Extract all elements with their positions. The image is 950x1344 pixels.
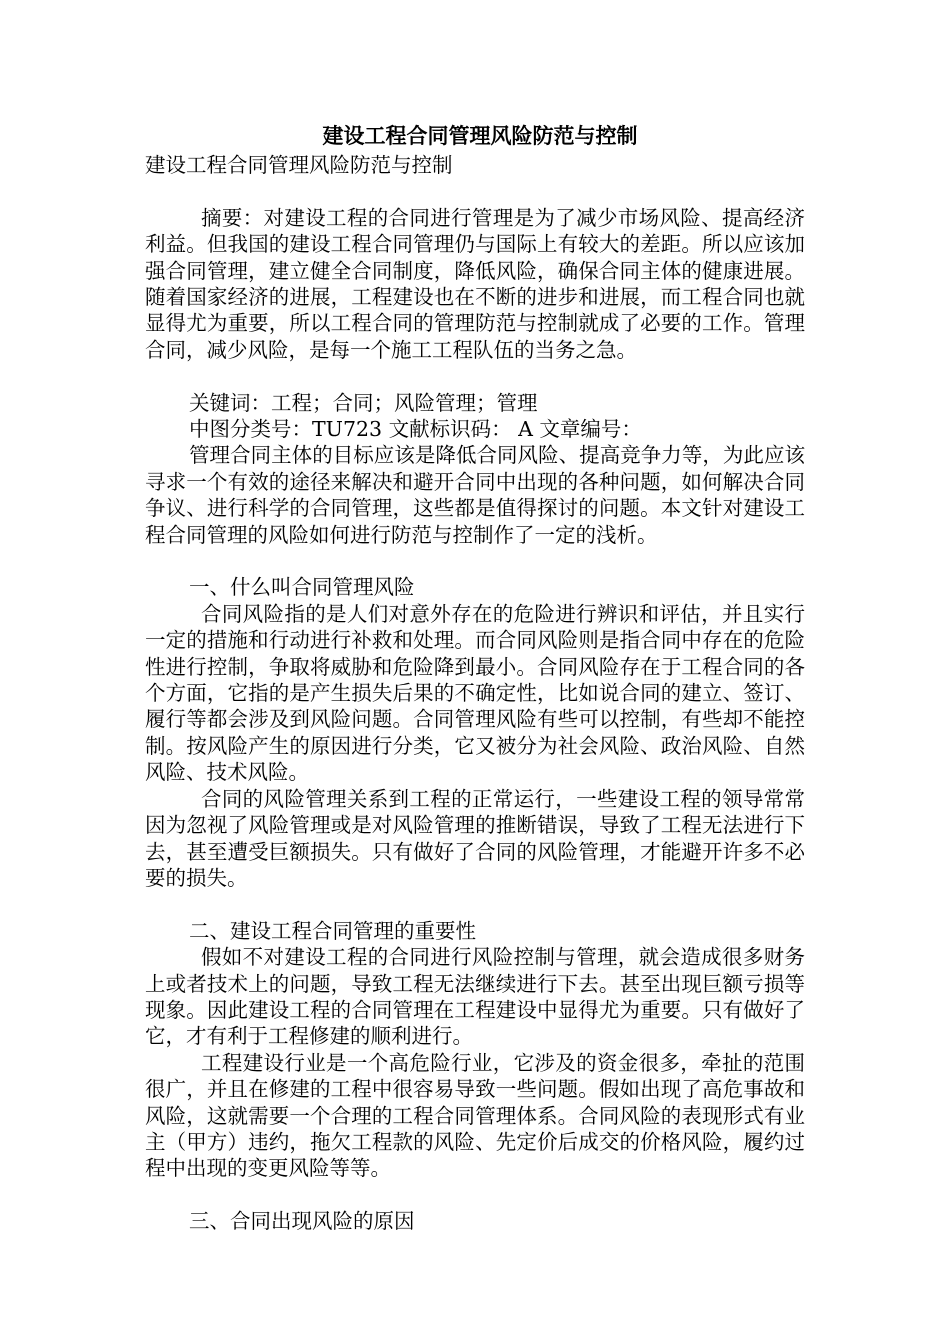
classification-line: 中图分类号：TU723 文献标识码： A 文章编号： [189,417,642,442]
section-heading-1: 一、什么叫合同管理风险 [189,575,415,600]
intro-paragraph: 管理合同主体的目标应该是降低合同风险、提高竞争力等，为此应该寻求一个有效的途径来解决和避开合同中出现的各种问题，如何解决合同争议、进行科学的合同管理，这些都是值得探讨的问题。本文针对建设工程合同管理的风险如何进行防范与控制作了一定的浅析。 [145,443,805,547]
document-body [145,121,805,1235]
document-subtitle: 建设工程合同管理风险防范与控制 [145,153,453,177]
blank-line [145,548,805,574]
keywords-line: 关键词：工程；合同；风险管理；管理 [189,390,538,415]
document-title: 建设工程合同管理风险防范与控制 [322,124,638,148]
abstract-paragraph: 摘要：对建设工程的合同进行管理是为了减少市场风险、提高经济利益。但我国的建设工程合同管理仍与国际上有较大的差距。所以应该加强合同管理，建立健全合同制度，降低风险，确保合同主体的健康进展。随着国家经济的进展，工程建设也在不断的进步和进展，而工程合同也就显得尤为重要，所以工程合同的管理防范与控制就成了必要的工作。管理合同，减少风险，是每一个施工工程队伍的当务之急。 [145,205,805,362]
blank-line [145,1182,805,1208]
section-heading-3: 三、合同出现风险的原因 [189,1209,415,1234]
section-heading-2: 二、建设工程合同管理的重要性 [189,918,476,943]
section2-paragraph-2: 工程建设行业是一个高危险行业，它涉及的资金很多，牵扯的范围很广，并且在修建的工程中很容易导致一些问题。假如出现了高危事故和风险，这就需要一个合理的工程合同管理体系。合同风险的表现形式有业主（甲方）违约，拖欠工程款的风险、先定价后成交的价格风险，履约过程中出现的变更风险等等。 [145,1050,805,1181]
section1-paragraph-1: 合同风险指的是人们对意外存在的危险进行辨识和评估，并且实行一定的措施和行动进行补救和处理。而合同风险则是指合同中存在的危险性进行控制，争取将威胁和危险降到最小。合同风险存在于工程合同的各个方面，它指的是产生损失后果的不确定性，比如说合同的建立、签订、履行等都会涉及到风险问题。合同管理风险有些可以控制，有些却不能控制。按风险产生的原因进行分类，它又被分为社会风险、政治风险、自然风险、技术风险。 [145,601,805,785]
blank-line [145,891,805,917]
section1-paragraph-2: 合同的风险管理关系到工程的正常运行，一些建设工程的领导常常因为忽视了风险管理或是对风险管理的推断错误，导致了工程无法进行下去，甚至遭受巨额损失。只有做好了合同的风险管理，才能避开许多不必要的损失。 [145,786,805,890]
blank-line [145,178,805,204]
blank-line [145,363,805,389]
section2-paragraph-1: 假如不对建设工程的合同进行风险控制与管理，就会造成很多财务上或者技术上的问题，导致工程无法继续进行下去。甚至出现巨额亏损等现象。因此建设工程的合同管理在工程建设中显得尤为重要。只有做好了它，才有利于工程修建的顺利进行。 [145,945,805,1049]
